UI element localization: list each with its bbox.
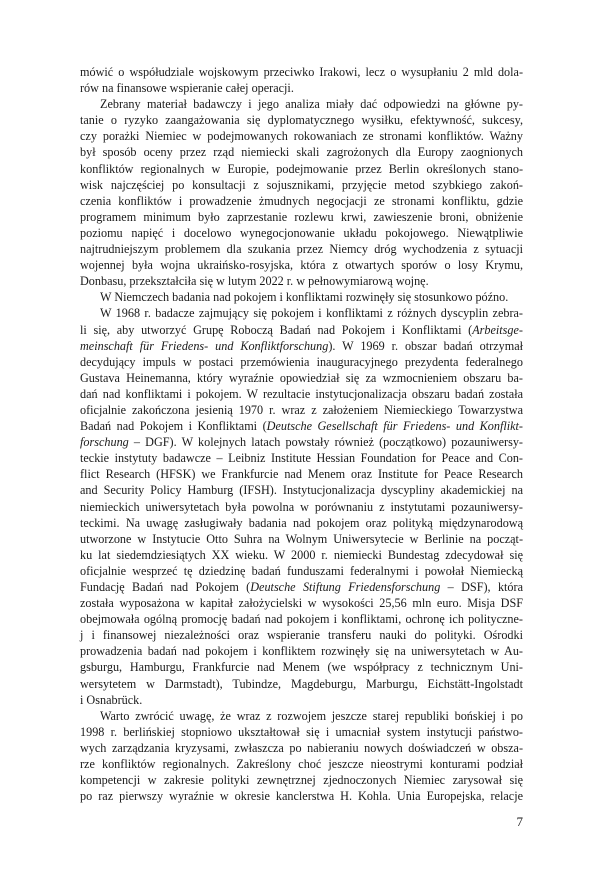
text-line: W 1968 r. badacze zajmujący się pokojem i konfliktami z różnych dyscyplin zebra-: [100, 306, 523, 321]
page-number: 7: [516, 814, 523, 829]
text-line: W Niemczech badania nad pokojem i konfliktami rozwinęły się stosunkowo późno.: [100, 290, 509, 305]
text-line: ku lat siedemdziesiątych XX wieku. W 2000 r. niemiecki Bundestag zdecydował się: [80, 547, 523, 562]
text-line: po raz pierwszy wyraźnie w okresie kanclerstwa H. Kohla. Unia Europejska, relacje: [80, 789, 523, 804]
text-line: czenia konfliktów i prowadzenie żmudnych negocjacji ze stronami konfliktu, gdzie: [80, 193, 523, 208]
text-line: wojennej była wojna ukraińsko-rosyjska, która z otwartych sporów o losy Krymu,: [80, 258, 523, 273]
text-line: meinschaft für Friedens- und Konfliktforschung). W 1969 r. obszar badań otrzymał: [80, 338, 523, 353]
text-line: konfliktów regionalnych w Europie, podejmowanie przez Berlin określonych stano-: [80, 161, 523, 176]
text-line: rze konfliktów regionalnych. Zakreślony choć jeszcze nieostrymi konturami podział: [80, 757, 523, 772]
text-line: tanie o ryzyko zaangażowania się dyplomatycznego wysiłku, efektywność, sukcesy,: [80, 113, 523, 128]
text-line: dań nad konfliktami i pokojem. W rezultacie instytucjonalizacja obszaru badań została: [80, 386, 523, 401]
text-line: Donbasu, przekształciła się w lutym 2022 r. w pełnowymiarową wojnę.: [80, 274, 429, 289]
text-line: gsburgu, Hamburgu, Frankfurcie nad Menem (we współpracy z technicznym Uni-: [80, 660, 523, 675]
text-line: wisk najczęściej po konsultacji z sojusznikami, przyjęcie metod szybkiego zakoń-: [80, 177, 523, 192]
text-line: Badań nad Pokojem i Konfliktami (Deutsche Gesellschaft für Friedens- und Konflikt-: [80, 419, 523, 434]
text-line: li się, aby utworzyć Grupę Roboczą Badań nad Pokojem i Konfliktami (Arbeitsge-: [80, 322, 523, 337]
text-line: Warto zwrócić uwagę, że wraz z rozwojem jeszcze starej republiki bońskiej i po: [100, 708, 523, 723]
text-line: and Security Policy Hamburg (IFSH). Instytucjonalizacja dyscypliny akademickiej na: [80, 483, 523, 498]
text-line: wersytetem w Darmstadt), Tubindze, Magdeburgu, Marburgu, Eichstätt-Ingolstadt: [80, 676, 523, 691]
text-line: obejmowała ogólną promocję badań nad pokojem i konfliktami, ochronę ich polityczne-: [80, 612, 523, 627]
body-text: [80, 64, 523, 804]
text-line: niemieckich uniwersytetach była powolna w porównaniu z instytutami pozauniwersy-: [80, 499, 523, 514]
text-line: poziomu napięć i docelowo wynegocjonowanie układu pokojowego. Niewątpliwie: [80, 225, 523, 240]
text-line: teckimi. Na uwagę zasługiwały badania nad pokojem oraz polityką międzynarodową: [80, 515, 523, 530]
text-line: Gustava Heinemanna, który wyraźnie opowiedział się za wzmocnieniem obszaru ba-: [80, 370, 523, 385]
text-line: oficjalnie zakończona jesienią 1970 r. wraz z założeniem Niemieckiego Towarzystwa: [80, 402, 523, 417]
text-line: i Osnabrück.: [80, 692, 143, 707]
text-line: prowadzenia badań nad pokojem i konfliktem rozwinęły się na uniwersytetach w Au-: [80, 644, 523, 659]
text-line: została wyposażona w kapitał założycielski w wysokości 25,56 mln euro. Misja DSF: [80, 596, 523, 611]
text-line: mówić o współudziale wojskowym przeciwko Irakowi, lecz o wysupłaniu 2 mld dola-: [80, 65, 523, 79]
text-line: wych zarządzania kryzysami, zwłaszcza po nabieraniu nowych doświadczeń w obsza-: [80, 740, 523, 755]
text-line: flict Research (HFSK) we Frankfurcie nad Menem oraz Institute for Peace Research: [80, 467, 523, 482]
text-line: kompetencji w zakresie polityki zewnętrznej zjednoczonych Niemiec zarysował się: [80, 773, 523, 788]
text-line: utworzone w Instytucie Otto Suhra na Wolnym Uniwersytecie w Berlinie na począt-: [80, 531, 523, 546]
text-line: programem minimum było zaprzestanie rozlewu krwi, zawieszenie broni, obniżenie: [80, 209, 523, 224]
text-line: decydujący impuls w postaci przemówienia inauguracyjnego prezydenta federalnego: [80, 354, 523, 369]
text-line: j i finansowej niezależności oraz wspieranie transferu nauki do polityki. Ośrodki: [80, 628, 523, 643]
text-line: był sposób oceny przez rząd niemiecki skali zagrożonych dla Europy zaognionych: [80, 145, 523, 160]
text-line: czy porażki Niemiec w podejmowanych rokowaniach ze stronami konfliktów. Ważny: [80, 129, 523, 144]
text-line: forschung – DGF). W kolejnych latach powstały również (początkowo) pozauniwersy-: [80, 435, 523, 450]
text-line: Zebrany materiał badawczy i jego analiza miały dać odpowiedzi na główne py-: [100, 97, 523, 112]
text-line: 1998 r. berlińskiej stopniowo ukształtował się i umacniał system instytucji państwo-: [80, 724, 523, 739]
text-line: teckie instytuty badawcze – Leibniz Institute Hessian Foundation for Peace and Con-: [80, 451, 523, 466]
text-line: Fundację Badań nad Pokojem (Deutsche Stiftung Friedensforschung – DSF), która: [80, 580, 523, 594]
text-line: rów na finansowe wspieranie całej operacji.: [80, 81, 294, 96]
text-line: oficjalnie wesprzeć tę dziedzinę badań funduszami federalnymi i powołał Niemiecką: [80, 563, 523, 578]
text-line: najtrudniejszym problemem dla szukania przez Niemcy dróg wychodzenia z sytuacji: [80, 242, 523, 257]
